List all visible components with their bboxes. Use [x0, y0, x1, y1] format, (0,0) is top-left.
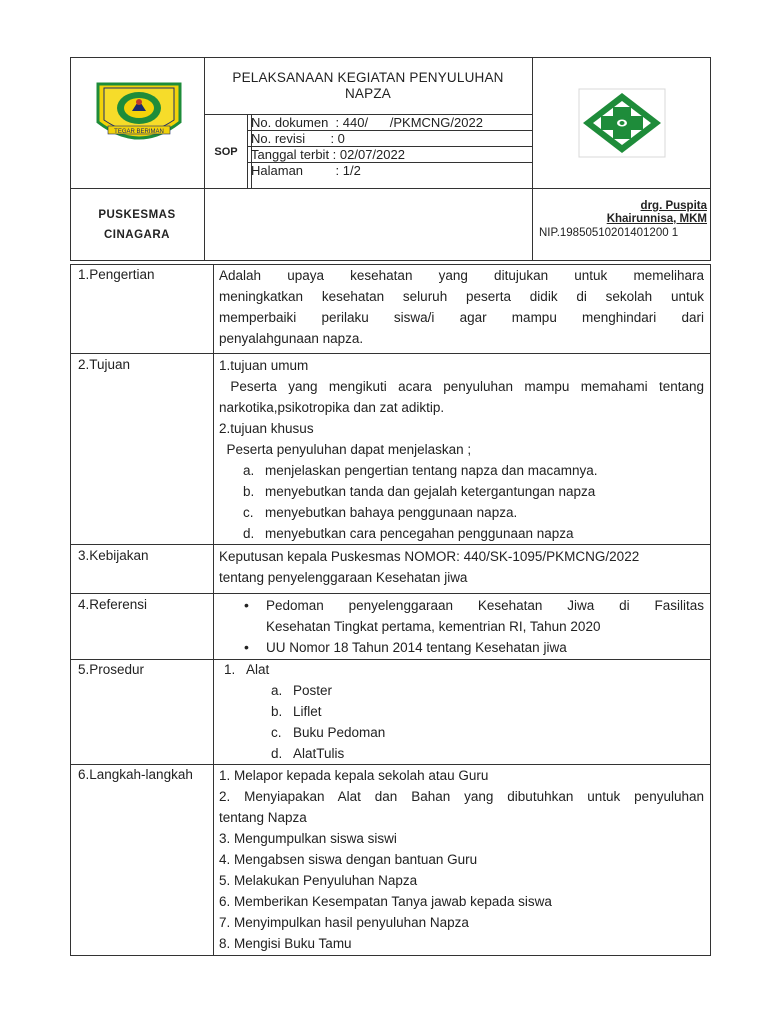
- section-label-kebijakan: 3.Kebijakan: [78, 548, 149, 563]
- langkah-step: 8. Mengisi Buku Tamu: [219, 936, 352, 951]
- pengertian-line: penyalahgunaan napza.: [219, 331, 364, 346]
- meta-revision: No. revisi : 0: [251, 131, 345, 146]
- section-label-langkah: 6.Langkah-langkah: [78, 767, 193, 782]
- org-line: PUSKESMAS: [98, 209, 176, 221]
- list-text: menjelaskan pengertian tentang napza dan macamnya.: [265, 463, 598, 478]
- list-item: [271, 722, 385, 743]
- list-text: menyebutkan cara pencegahan penggunaan napza: [265, 526, 574, 541]
- organization-name: [70, 205, 204, 245]
- pengertian-line: Adalah upaya kesehatan yang ditujukan untuk memelihara: [219, 268, 704, 283]
- list-marker: 1.: [224, 662, 236, 677]
- list-marker: c.: [271, 725, 282, 740]
- langkah-step: 5. Melakukan Penyuluhan Napza: [219, 873, 418, 888]
- kebijakan-line: tentang penyelenggaraan Kesehatan jiwa: [219, 570, 468, 585]
- list-text: menyebutkan bahaya penggunaan napza.: [265, 505, 518, 520]
- title-line: PELAKSANAAN KEGIATAN PENYULUHAN: [232, 70, 504, 85]
- list-item: [243, 502, 517, 523]
- list-text: AlatTulis: [293, 746, 345, 761]
- table-row-divider: [70, 659, 711, 660]
- list-marker: d.: [271, 746, 283, 761]
- list-marker: b.: [243, 484, 255, 499]
- header-divider: [247, 114, 248, 188]
- tujuan-khusus-intro: Peserta penyuluhan dapat menjelaskan ;: [219, 442, 472, 457]
- signer-line: Khairunnisa, MKM: [606, 213, 707, 225]
- list-marker: d.: [243, 526, 255, 541]
- table-row-divider: [70, 353, 711, 354]
- header-divider: [70, 188, 711, 189]
- kebijakan-line: Keputusan kepala Puskesmas NOMOR: 440/SK-1095/PKMCNG/2022: [219, 549, 640, 564]
- org-line: CINAGARA: [104, 229, 170, 241]
- table-column-divider: [213, 264, 214, 956]
- list-text: Liflet: [293, 704, 322, 719]
- sop-label: SOP: [214, 146, 238, 158]
- regency-emblem-logo: [94, 78, 184, 148]
- table-row-divider: [70, 544, 711, 545]
- langkah-step: 7. Menyimpulkan hasil penyuluhan Napza: [219, 915, 469, 930]
- referensi-item: • UU Nomor 18 Tahun 2014 tentang Kesehatan jiwa: [266, 637, 704, 658]
- list-marker: a.: [243, 463, 255, 478]
- referensi-item-cont: Kesehatan Tingkat pertama, kementrian RI, Tahun 2020: [266, 619, 601, 634]
- list-marker: b.: [271, 704, 283, 719]
- section-label-pengertian: 1.Pengertian: [78, 267, 155, 282]
- list-item: [243, 460, 597, 481]
- meta-doc-number: No. dokumen : 440/ /PKMCNG/2022: [251, 115, 483, 130]
- pengertian-line: memperbaiki perilaku siswa/i agar mampu menghindari dari: [219, 310, 704, 325]
- list-item: [243, 481, 595, 502]
- svg-text:TEGAR BERIMAN: TEGAR BERIMAN: [114, 129, 164, 135]
- tujuan-umum-line: Peserta yang mengikuti acara penyuluhan mampu memahami tentang: [219, 379, 704, 394]
- signer-nip: NIP.19850510201401200 1: [539, 227, 679, 239]
- meta-page: Halaman : 1/2: [251, 163, 361, 178]
- tujuan-khusus-heading: 2.tujuan khusus: [219, 421, 314, 436]
- pengertian-line: meningkatkan kesehatan seluruh peserta didik di sekolah untuk: [219, 289, 704, 304]
- langkah-step-cont: tentang Napza: [219, 810, 307, 825]
- section-label-tujuan: 2.Tujuan: [78, 357, 131, 372]
- signer-line: drg. Puspita: [640, 200, 707, 212]
- section-label-prosedur: 5.Prosedur: [78, 662, 145, 677]
- list-marker: c.: [243, 505, 254, 520]
- langkah-step: 4. Mengabsen siswa dengan bantuan Guru: [219, 852, 478, 867]
- list-marker: a.: [271, 683, 283, 698]
- list-text: menyebutkan tanda dan gejalah ketergantungan napza: [265, 484, 596, 499]
- list-item: [271, 701, 322, 722]
- list-text: Buku Pedoman: [293, 725, 386, 740]
- tujuan-umum-heading: 1.tujuan umum: [219, 358, 309, 373]
- list-item: [271, 680, 332, 701]
- langkah-step: 1. Melapor kepada kepala sekolah atau Guru: [219, 768, 489, 783]
- list-text: Poster: [293, 683, 333, 698]
- list-item: [271, 743, 344, 764]
- list-text: Alat: [246, 662, 270, 677]
- tujuan-umum-line: narkotika,psikotropika dan zat adiktip.: [219, 400, 445, 415]
- list-item: [243, 523, 574, 544]
- langkah-step: 6. Memberikan Kesempatan Tanya jawab kepada siswa: [219, 894, 552, 909]
- header-divider: [532, 57, 533, 261]
- langkah-step: 2. Menyiapakan Alat dan Bahan yang dibutuhkan untuk penyuluhan: [219, 789, 704, 804]
- table-row-divider: [70, 593, 711, 594]
- puskesmas-logo: [577, 87, 667, 159]
- referensi-item: • Pedoman penyelenggaraan Kesehatan Jiwa di Fasilitas: [266, 595, 704, 616]
- signer-name: [537, 200, 707, 226]
- prosedur-heading: [224, 659, 269, 680]
- meta-issue-date: Tanggal terbit : 02/07/2022: [251, 147, 405, 162]
- title-line: NAPZA: [344, 86, 391, 101]
- section-label-referensi: 4.Referensi: [78, 597, 148, 612]
- document-title: [205, 70, 531, 102]
- langkah-step: 3. Mengumpulkan siswa siswi: [219, 831, 397, 846]
